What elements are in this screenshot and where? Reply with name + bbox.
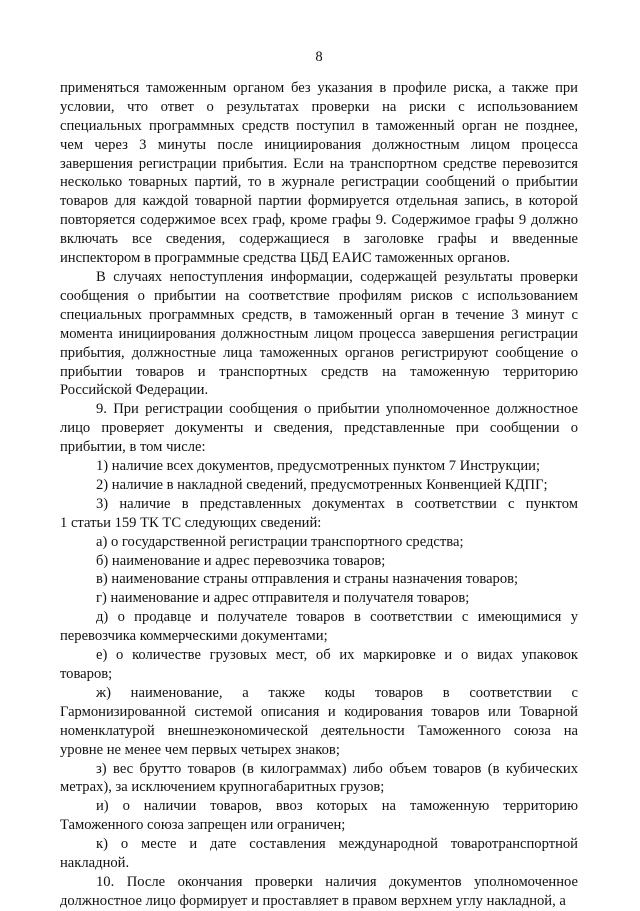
text-line: В случаях непоступления информации, содержащей результаты проверки (96, 268, 578, 285)
text-line: 3) наличие в представленных документах в соответствии с пунктом (96, 495, 578, 512)
text-line: а) о государственной регистрации транспортного средства; (96, 533, 464, 550)
text-line: уровне не менее чем первых четырех знаков; (60, 741, 340, 758)
text-line: накладной. (60, 855, 130, 872)
document-page (60, 48, 578, 911)
text-line: завершения регистрации прибытия. Если на транспортном средстве перевозится (60, 155, 578, 172)
text-line: прибытии товаров и транспортных средств на таможенную территорию (60, 363, 578, 380)
paragraph (60, 495, 578, 533)
text-line: товаров; (60, 666, 113, 682)
text-line: Российской Федерации. (60, 382, 209, 399)
text-line: б) наименование и адрес перевозчика товаров; (96, 552, 386, 569)
paragraph (60, 835, 578, 873)
text-line: номенклатурой внешнеэкономической деятельности Таможенного союза на (60, 722, 578, 739)
paragraph (60, 684, 578, 760)
text-line: лицо проверяет документы и сведения, представленные при сообщении о (60, 420, 578, 437)
text-line: инспектором в программные средства ЦБД ЕАИС таможенных органов. (60, 250, 511, 267)
text-line: специальных программных средств, в таможенный орган в течение 3 минут с (60, 306, 578, 323)
text-line: повторяется содержимое всех граф, кроме графы 9. Содержимое графы 9 должно (60, 212, 578, 229)
paragraph (60, 79, 578, 268)
page-number: 8 (315, 49, 323, 65)
text-line: е) о количестве грузовых мест, об их маркировке и о видах упаковок (96, 647, 578, 664)
text-line: ж) наименование, а также коды товаров в соответствии с (96, 684, 578, 701)
text-line: метрах), за исключением крупногабаритных грузов; (60, 779, 385, 796)
paragraph (60, 873, 578, 911)
paragraph (60, 570, 578, 589)
text-line: 1 статьи 159 ТК ТС следующих сведений: (60, 514, 322, 531)
paragraph (60, 646, 578, 684)
text-line: 1) наличие всех документов, предусмотренных пунктом 7 Инструкции; (96, 458, 541, 475)
text-line: перевозчика коммерческими документами; (60, 628, 328, 645)
text-line: 2) наличие в накладной сведений, предусмотренных Конвенцией КДПГ; (96, 476, 548, 493)
text-line: прибытия, должностные лица таможенных органов регистрируют сообщение о (60, 344, 578, 361)
paragraph (60, 608, 578, 646)
paragraph (60, 533, 578, 552)
text-line: товаров для каждой товарной партии формируется отдельная запись, в которой (60, 193, 578, 210)
text-line: сообщения о прибытии на соответствие профилям рисков с использованием (60, 287, 578, 304)
text-line: в) наименование страны отправления и страны назначения товаров; (96, 571, 519, 588)
paragraph (60, 589, 578, 608)
paragraph (60, 476, 578, 495)
text-line: д) о продавце и получателе товаров в соответствии с имеющимися у (96, 609, 578, 626)
text-line: Гармонизированной системой описания и кодирования товаров или Товарной (60, 703, 578, 720)
paragraph (60, 268, 578, 400)
text-line: г) наименование и адрес отправителя и получателя товаров; (96, 590, 470, 607)
text-line: должностное лицо формирует и проставляет в правом верхнем углу накладной, а (60, 892, 566, 909)
text-line: з) вес брутто товаров (в килограммах) либо объем товаров (в кубических (96, 760, 578, 777)
text-line: несколько товарных партий, то в журнале регистрации сообщений о прибытии (60, 174, 578, 191)
paragraph (60, 552, 578, 571)
paragraph (60, 797, 578, 835)
paragraph (60, 400, 578, 457)
text-line: чем через 3 минуты после инициирования должностным лицом процесса (60, 136, 578, 153)
text-line: Таможенного союза запрещен или ограничен; (60, 817, 346, 834)
paragraph (60, 457, 578, 476)
text-line: 9. При регистрации сообщения о прибытии уполномоченное должностное (96, 401, 578, 418)
text-line: к) о месте и дате составления международной товаротранспортной (96, 836, 578, 853)
text-line: момента инициирования должностным лицом процесса завершения регистрации (60, 325, 578, 342)
text-line: условии, что ответ о результатах проверки на риски с использованием (60, 98, 578, 115)
paragraph (60, 760, 578, 798)
text-line: применяться таможенным органом без указания в профиле риска, а также при (60, 79, 578, 96)
text-line: 10. После окончания проверки наличия документов уполномоченное (96, 873, 578, 890)
text-line: включать все сведения, содержащиеся в заголовке графы и введенные (60, 231, 578, 248)
text-line: прибытии, в том числе: (60, 439, 206, 456)
document-body (60, 79, 578, 911)
text-line: и) о наличии товаров, ввоз которых на таможенную территорию (96, 798, 578, 815)
text-line: специальных программных средств поступил в таможенный орган не позднее, (60, 117, 578, 134)
